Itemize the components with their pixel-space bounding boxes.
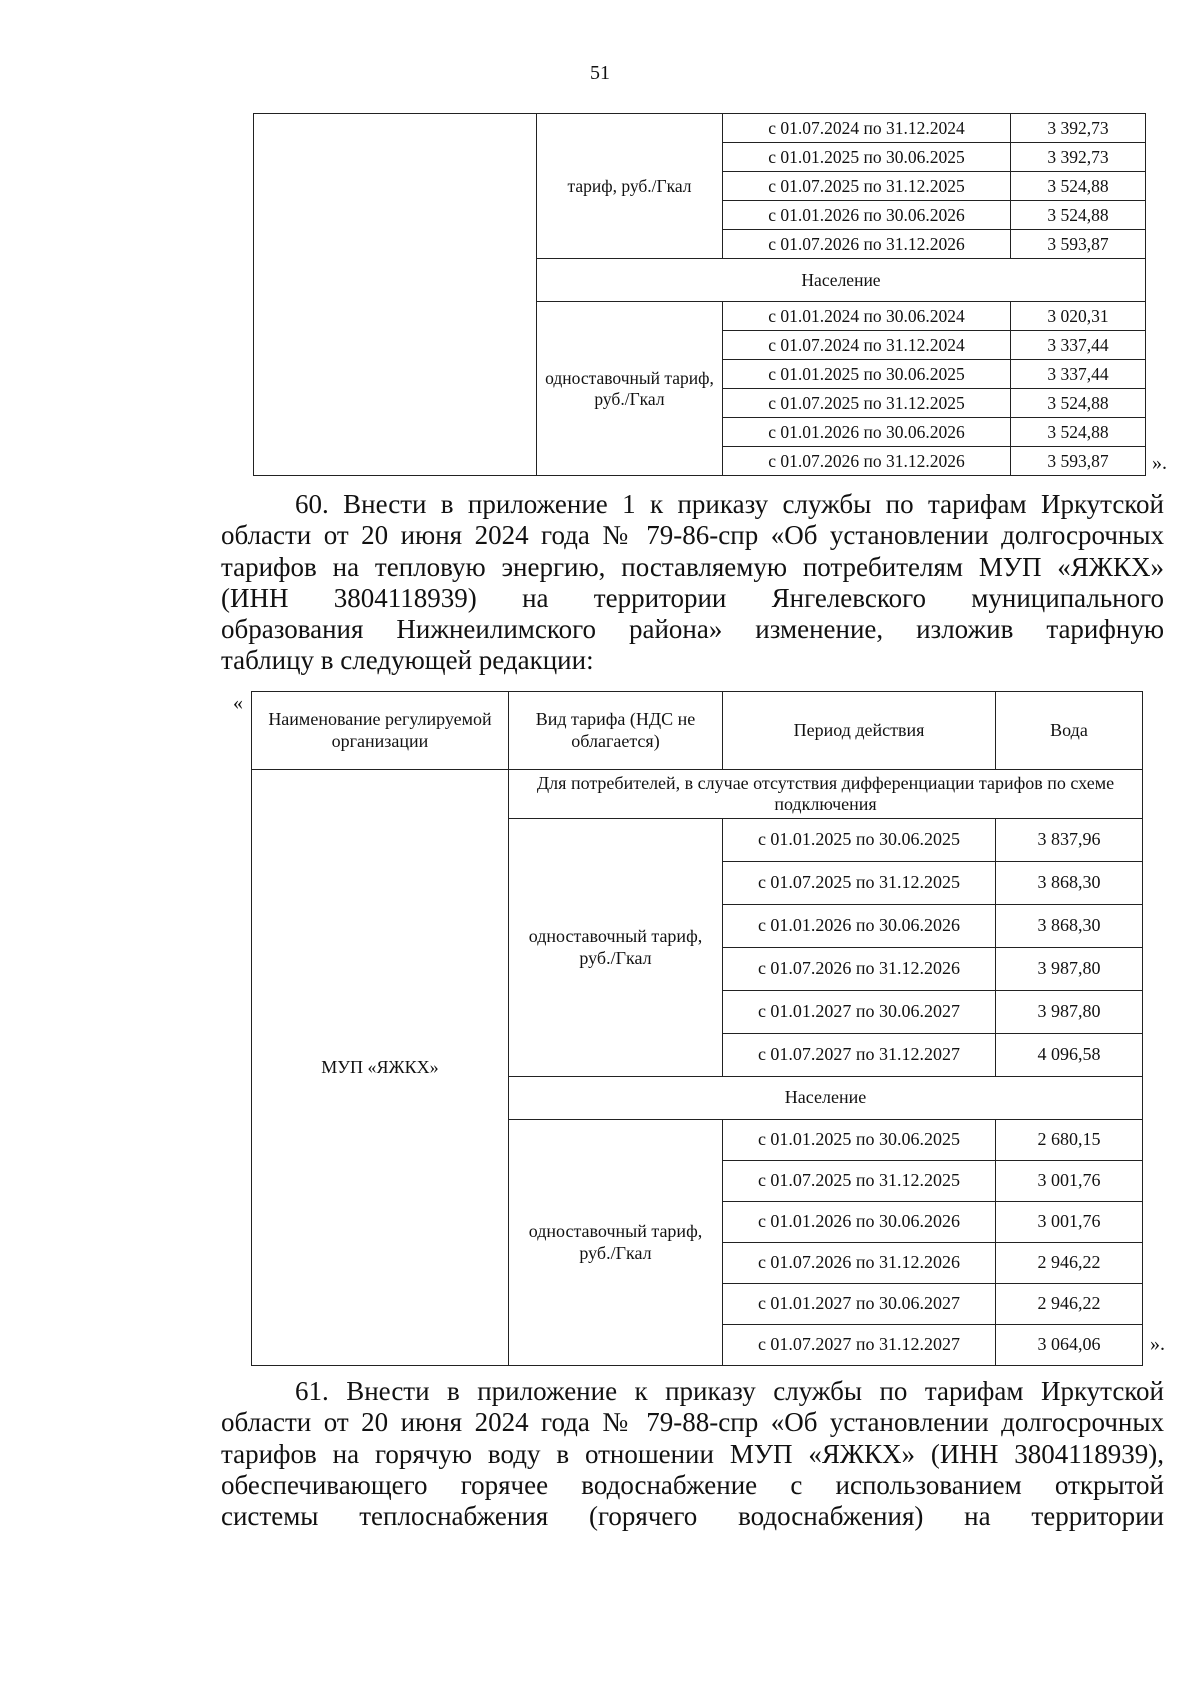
page-number: 51 (590, 62, 610, 84)
value-cell: 3 837,96 (996, 819, 1143, 862)
period-cell: с 01.01.2026 по 30.06.2026 (723, 418, 1011, 447)
period-cell: с 01.01.2025 по 30.06.2025 (723, 819, 996, 862)
value-cell: 3 001,76 (996, 1202, 1143, 1243)
value-cell: 3 392,73 (1011, 143, 1146, 172)
para-line: 60. Внести в приложение 1 к приказу службы по тарифам Иркутской (295, 489, 1164, 519)
opening-quote: « (233, 692, 243, 714)
period-cell: с 01.07.2027 по 31.12.2027 (723, 1325, 996, 1366)
period-cell: с 01.07.2026 по 31.12.2026 (723, 948, 996, 991)
value-cell: 3 337,44 (1011, 360, 1146, 389)
tariff-table-continuation (253, 113, 1146, 476)
period-cell: с 01.07.2025 по 31.12.2025 (723, 389, 1011, 418)
value-cell: 3 001,76 (996, 1161, 1143, 1202)
value-cell: 3 987,80 (996, 991, 1143, 1034)
period-cell: с 01.07.2024 по 31.12.2024 (723, 114, 1011, 143)
period-cell: с 01.07.2026 по 31.12.2026 (723, 230, 1011, 259)
value-cell: 3 392,73 (1011, 114, 1146, 143)
population-label: Население (537, 259, 1146, 302)
para-line: образования Нижнеилимского района» изменение, изложив тарифную (221, 614, 1164, 645)
tariff-label-cell: одноставочный тариф, руб./Гкал (537, 302, 723, 476)
period-cell: с 01.01.2027 по 30.06.2027 (723, 1284, 996, 1325)
value-cell: 3 868,30 (996, 905, 1143, 948)
header-period: Период действия (723, 692, 996, 770)
period-cell: с 01.01.2024 по 30.06.2024 (723, 302, 1011, 331)
period-cell: с 01.07.2025 по 31.12.2025 (723, 862, 996, 905)
period-cell: с 01.07.2026 по 31.12.2026 (723, 447, 1011, 476)
value-cell: 2 680,15 (996, 1120, 1143, 1161)
value-cell: 3 064,06 (996, 1325, 1143, 1366)
value-cell: 2 946,22 (996, 1284, 1143, 1325)
header-tariff-type: Вид тарифа (НДС не облагается) (509, 692, 723, 770)
tariff-label-cell: одноставочный тариф, руб./Гкал (509, 1120, 723, 1366)
header-org: Наименование регулируемой организации (252, 692, 509, 770)
period-cell: с 01.01.2026 по 30.06.2026 (723, 905, 996, 948)
population-label: Население (509, 1077, 1143, 1120)
value-cell: 4 096,58 (996, 1034, 1143, 1077)
value-cell: 3 524,88 (1011, 201, 1146, 230)
period-cell: с 01.07.2027 по 31.12.2027 (723, 1034, 996, 1077)
para-line: системы теплоснабжения (горячего водоснабжения) на территории (221, 1501, 1164, 1532)
tariff-table-yazhkkh (251, 691, 1143, 1366)
value-cell: 3 524,88 (1011, 172, 1146, 201)
para-line: обеспечивающего горячее водоснабжение с использованием открытой (221, 1469, 1164, 1500)
para-line: 61. Внести в приложение к приказу службы по тарифам Иркутской (295, 1376, 1164, 1406)
value-cell: 3 868,30 (996, 862, 1143, 905)
para-line: тарифов на горячую воду в отношении МУП «ЯЖКХ» (ИНН 3804118939), (221, 1438, 1164, 1469)
value-cell: 3 987,80 (996, 948, 1143, 991)
closing-quote: ». (1152, 452, 1167, 474)
value-cell: 3 020,31 (1011, 302, 1146, 331)
value-cell: 3 337,44 (1011, 331, 1146, 360)
closing-quote: ». (1150, 1333, 1165, 1355)
tariff-label-cell: одноставочный тариф, руб./Гкал (509, 819, 723, 1077)
value-cell: 3 524,88 (1011, 418, 1146, 447)
period-cell: с 01.07.2026 по 31.12.2026 (723, 1243, 996, 1284)
value-cell: 3 593,87 (1011, 447, 1146, 476)
period-cell: с 01.01.2025 по 30.06.2025 (723, 1120, 996, 1161)
value-cell: 3 524,88 (1011, 389, 1146, 418)
para-line: (ИНН 3804118939) на территории Янгелевского муниципального (221, 582, 1164, 613)
period-cell: с 01.01.2025 по 30.06.2025 (723, 360, 1011, 389)
value-cell: 3 593,87 (1011, 230, 1146, 259)
consumers-label: Для потребителей, в случае отсутствия дифференциации тарифов по схеме подключения (509, 770, 1143, 819)
period-cell: с 01.01.2026 по 30.06.2026 (723, 1202, 996, 1243)
tariff-label-cell: тариф, руб./Гкал (537, 114, 723, 259)
period-cell: с 01.07.2025 по 31.12.2025 (723, 172, 1011, 201)
paragraph-60 (221, 489, 1164, 677)
period-cell: с 01.07.2024 по 31.12.2024 (723, 331, 1011, 360)
para-line: области от 20 июня 2024 года № 79-86-спр «Об установлении долгосрочных (221, 520, 1164, 551)
period-cell: с 01.01.2025 по 30.06.2025 (723, 143, 1011, 172)
paragraph-61 (221, 1376, 1164, 1532)
period-cell: с 01.01.2026 по 30.06.2026 (723, 201, 1011, 230)
value-cell: 2 946,22 (996, 1243, 1143, 1284)
para-line: области от 20 июня 2024 года № 79-88-спр «Об установлении долгосрочных (221, 1407, 1164, 1438)
header-water: Вода (996, 692, 1143, 770)
period-cell: с 01.01.2027 по 30.06.2027 (723, 991, 996, 1034)
period-cell: с 01.07.2025 по 31.12.2025 (723, 1161, 996, 1202)
para-line: тарифов на тепловую энергию, поставляемую потребителям МУП «ЯЖКХ» (221, 551, 1164, 582)
para-line: таблицу в следующей редакции: (221, 645, 594, 676)
org-name-cell: МУП «ЯЖКХ» (252, 770, 509, 1366)
org-cell-empty (254, 114, 537, 476)
